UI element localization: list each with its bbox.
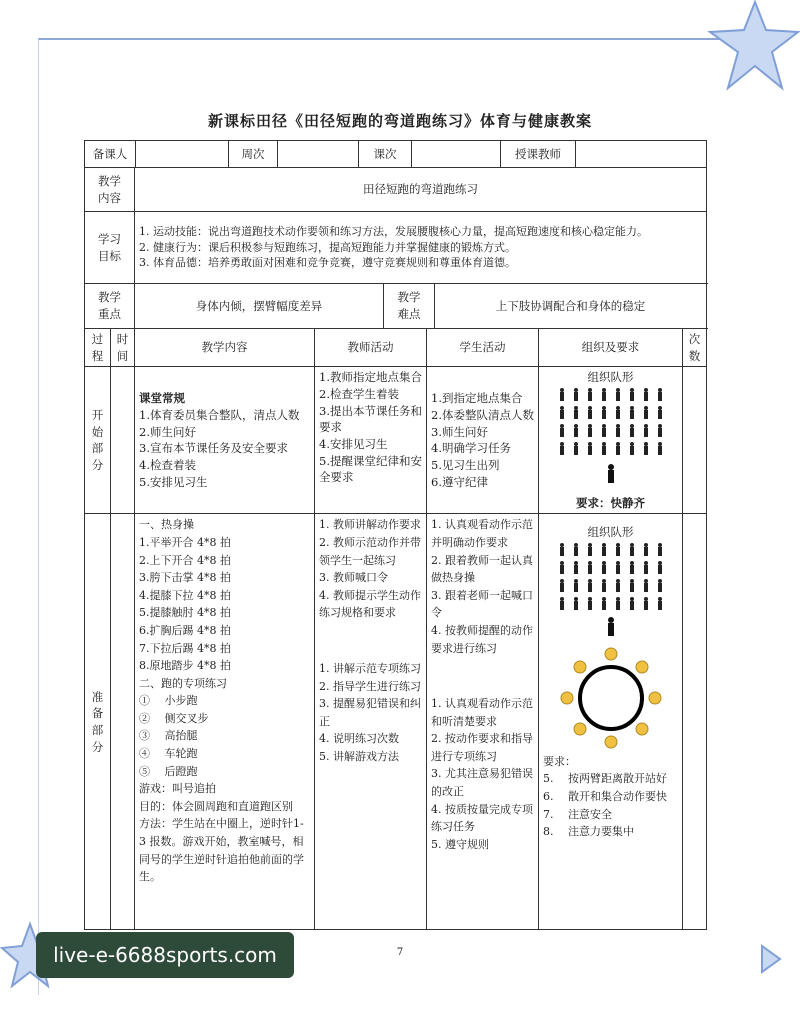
prep-phase-label: 准 备 部 分 bbox=[85, 514, 111, 930]
teacher-figure-icon bbox=[607, 464, 615, 484]
teacher-value[interactable] bbox=[576, 141, 706, 167]
start-content: 课堂常规 1.体育委员集合整队，清点人数 2.师生问好 3.宣布本节课任务及安全要求 4.检查着装 5.安排见习生 bbox=[135, 367, 315, 514]
formation-row bbox=[543, 577, 678, 595]
focus-row bbox=[85, 284, 707, 329]
start-section-row bbox=[85, 367, 707, 514]
formation-row bbox=[543, 559, 678, 577]
goal-item: 3. 体育品德：培养勇敢面对困难和竞争竞赛，遵守竞赛规则和尊重体育道德。 bbox=[139, 256, 516, 270]
start-time bbox=[111, 367, 135, 514]
start-requirement: 要求：快静齐 bbox=[576, 495, 645, 510]
prep-time bbox=[111, 514, 135, 930]
prep-value[interactable] bbox=[136, 141, 229, 167]
col-process: 过 程 bbox=[85, 329, 111, 367]
content-label: 教学 内容 bbox=[85, 168, 135, 212]
teacher-label: 授课教师 bbox=[501, 141, 576, 167]
week-value[interactable] bbox=[278, 141, 359, 167]
page-title: 新课标田径《田径短跑的弯道跑练习》体育与健康教案 bbox=[207, 112, 592, 130]
star-decoration-icon bbox=[700, 0, 800, 95]
org-title: 组织队形 bbox=[587, 525, 634, 540]
formation-row bbox=[543, 440, 678, 458]
page-number: 7 bbox=[396, 947, 404, 958]
lesson-plan-table bbox=[84, 140, 707, 930]
prep-requirements: 5. 按两臂距离散开站好 6. 散开和集合动作要快 7. 注意安全 8. 注意力要集中 bbox=[543, 772, 667, 839]
start-count bbox=[683, 367, 707, 514]
prep-section-row bbox=[85, 514, 707, 930]
col-student: 学生活动 bbox=[427, 329, 539, 367]
week-label: 周次 bbox=[229, 141, 278, 167]
formation-row bbox=[543, 541, 678, 559]
prep-content: 一、热身操 1.平举开合 4*8 拍 2.上下开合 4*8 拍 3.胯下击掌 4*8 拍 4.提膝下拉 4*8 拍 5.提膝触肘 4*8 拍 6.扩胸后踢 4*8 拍 7.下拉后踢 4*8 拍 8.原地踏步 4*8 拍 二、跑的专项练习 ① 小步跑 ② 侧交叉步 ③ 高抬腿 ④ 车轮跑 ⑤ 后蹬跑 游戏：叫号追拍 目的：体会圆周跑和直道跑区别 方法：学生站在中圈上，逆时针1-3 报数。游戏开始，教室喊号，相同号的学生逆时针追拍他前面的学生。 bbox=[135, 514, 315, 930]
prep-teacher: 1. 教师讲解动作要求 2. 教师示范动作并带领学生一起练习 3. 教师喊口令 4. 教师提示学生动作练习规格和要求 1. 讲解示范专项练习 2. 指导学生进行练习 3. 提醒易犯错误和纠正 4. 说明练习次数 5. 讲解游戏方法 bbox=[315, 514, 427, 930]
start-teacher: 1.教师指定地点集合 2.检查学生着装 3.提出本节课任务和要求 4.安排见习生 5.提醒课堂纪律和安全要求 bbox=[315, 367, 427, 514]
goal-item: 2. 健康行为：课后积极参与短跑练习，提高短跑能力并掌握健康的锻炼方式。 bbox=[139, 240, 516, 254]
goals-label: 学习 目标 bbox=[85, 212, 135, 284]
start-phase-label: 开 始 部 分 bbox=[85, 367, 111, 514]
teacher-figure-icon bbox=[607, 617, 615, 637]
col-org: 组织及要求 bbox=[539, 329, 683, 367]
watermark-badge[interactable]: live-e-6688sports.com bbox=[36, 932, 294, 978]
lesson-label: 课次 bbox=[359, 141, 412, 167]
lesson-value[interactable] bbox=[412, 141, 501, 167]
content-value: 田径短跑的弯道跑练习 bbox=[135, 168, 707, 212]
prep-req-label: 要求： bbox=[543, 755, 576, 769]
column-header-row bbox=[85, 329, 707, 367]
circle-formation-diagram bbox=[559, 646, 663, 750]
goal-item: 1. 运动技能：说出弯道跑技术动作要领和练习方法，发展腰腹核心力量，提高短跑速度和核心稳定能力。 bbox=[139, 224, 648, 238]
prep-student: 1. 认真观看动作示范并明确动作要求 2. 跟着教师一起认真做热身操 3. 跟着老师一起喊口令 4. 按教师提醒的动作要求进行练习 1. 认真观看动作示范和听清楚要求 2. 按动作要求和指导进行专项练习 3. 尤其注意易犯错误的改正 4. 按质按量完成专项练习任务 5. 遵守规则 bbox=[427, 514, 539, 930]
difficulty-value: 上下肢协调配合和身体的稳定 bbox=[495, 298, 646, 313]
col-teacher: 教师活动 bbox=[315, 329, 427, 367]
goals-list bbox=[135, 212, 707, 284]
formation-row bbox=[543, 422, 678, 440]
col-content: 教学内容 bbox=[135, 329, 315, 367]
formation-row bbox=[543, 404, 678, 422]
formation-row bbox=[543, 386, 678, 404]
org-title: 组织队形 bbox=[587, 370, 634, 385]
start-org bbox=[539, 367, 683, 514]
formation-row bbox=[543, 595, 678, 613]
content-row bbox=[85, 168, 707, 212]
header-row bbox=[85, 141, 707, 168]
col-time: 时 间 bbox=[111, 329, 135, 367]
goals-row bbox=[85, 212, 707, 284]
key-label: 教学 重点 bbox=[85, 284, 135, 329]
key-value: 身体内倾，摆臂幅度差异 bbox=[135, 284, 384, 328]
start-student: 1.到指定地点集合 2.体委整队清点人数 3.师生问好 4.明确学习任务 5.见习生出列 6.遵守纪律 bbox=[427, 367, 539, 514]
col-count: 次 数 bbox=[683, 329, 707, 367]
smiley-icon bbox=[561, 648, 661, 748]
prep-count bbox=[683, 514, 707, 930]
difficulty-label: 教学 难点 bbox=[384, 284, 435, 328]
prep-label: 备课人 bbox=[85, 141, 136, 167]
prep-org bbox=[539, 514, 683, 930]
